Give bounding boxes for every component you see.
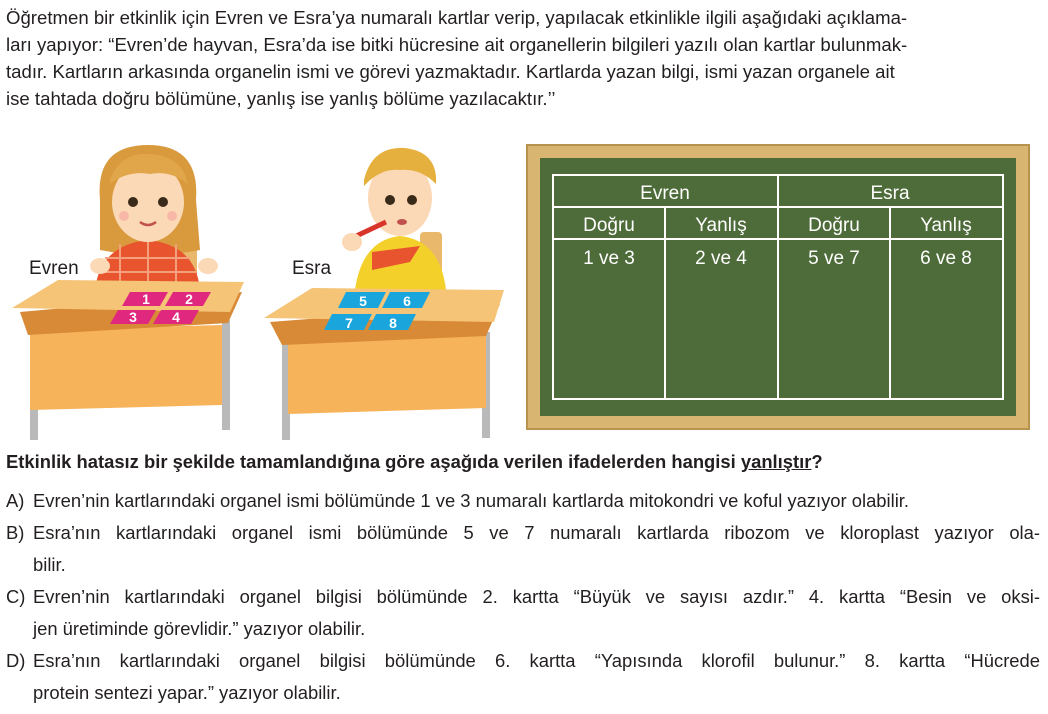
option-b[interactable]	[6, 517, 1040, 581]
board-value: 2 ve 4	[695, 248, 747, 269]
evren-figure	[90, 145, 218, 290]
intro-line: Öğretmen bir etkinlik için Evren ve Esra’ya numaralı kartlar verip, yapılacak etkinlikle ilgili aşağıdaki açıklama-	[6, 7, 908, 28]
card-number: 1	[142, 291, 150, 307]
board-header-esra: Esra	[870, 183, 910, 204]
option-letter: D)	[6, 650, 26, 671]
card-number: 8	[389, 315, 397, 331]
option-text: protein sentezi yapar.” yazıyor olabilir.	[33, 682, 341, 703]
question-emphasis: yanlıştır	[740, 451, 812, 472]
board-subheader: Doğru	[583, 215, 635, 236]
option-text: jen üretiminde görevlidir.” yazıyor olabilir.	[33, 618, 366, 639]
esra-figure	[342, 148, 446, 292]
card-number: 2	[185, 291, 193, 307]
board-header-evren: Evren	[640, 183, 690, 204]
board-value: 1 ve 3	[583, 248, 635, 269]
answer-options	[6, 485, 1040, 709]
intro-paragraph	[6, 4, 1040, 112]
evren-label: Evren	[29, 258, 79, 279]
card-number: 7	[345, 315, 353, 331]
question-stem	[6, 451, 823, 473]
option-text: Evren’nin kartlarındaki organel ismi bölümünde 1 ve 3 numaralı kartlarda mitokondri ve koful yazıyor olabilir.	[33, 490, 910, 511]
option-a[interactable]	[6, 485, 1040, 517]
esra-desk	[264, 288, 504, 440]
option-c[interactable]	[6, 581, 1040, 645]
option-text: Evren’nin kartlarındaki organel bilgisi bölümünde 2. kartta “Büyük ve sayısı azdır.” 4. kartta “Besin ve oksi-	[33, 586, 1040, 607]
board-value: 6 ve 8	[920, 248, 972, 269]
intro-line: ise tahtada doğru bölümüne, yanlış ise yanlış bölüme yazılacaktır.’’	[6, 88, 556, 109]
question-suffix: ?	[811, 451, 823, 472]
evren-desk	[12, 280, 244, 440]
chalkboard	[527, 145, 1029, 429]
board-subheader: Yanlış	[920, 215, 972, 236]
intro-line: tadır. Kartların arkasında organelin ismi ve görevi yazmaktadır. Kartlarda yazan bilgi, ismi yazan organele ait	[6, 61, 895, 82]
option-letter: B)	[6, 522, 25, 543]
card-number: 6	[403, 293, 411, 309]
card-number: 5	[359, 293, 367, 309]
card-number: 4	[172, 309, 180, 325]
option-text: bilir.	[33, 554, 66, 575]
board-subheader: Yanlış	[695, 215, 747, 236]
option-letter: A)	[6, 490, 25, 511]
card-number: 3	[129, 309, 137, 325]
option-letter: C)	[6, 586, 26, 607]
esra-label: Esra	[292, 258, 332, 279]
option-text: Esra’nın kartlarındaki organel ismi bölümünde 5 ve 7 numaralı kartlarda ribozom ve kloroplast yazıyor ola-	[33, 522, 1040, 543]
board-subheader: Doğru	[808, 215, 860, 236]
question-prefix: Etkinlik hatasız bir şekilde tamamlandığına göre aşağıda verilen ifadelerden hangisi	[6, 451, 741, 472]
board-value: 5 ve 7	[808, 248, 860, 269]
illustration	[0, 140, 1048, 440]
intro-line: ları yapıyor: “Evren’de hayvan, Esra’da ise bitki hücresine ait organellerin bilgileri yazılı olan kartlar bulunmak-	[6, 34, 908, 55]
option-d[interactable]	[6, 645, 1040, 709]
option-text: Esra’nın kartlarındaki organel bilgisi bölümünde 6. kartta “Yapısında klorofil bulunur.” 8. kartta “Hücrede	[33, 650, 1040, 671]
